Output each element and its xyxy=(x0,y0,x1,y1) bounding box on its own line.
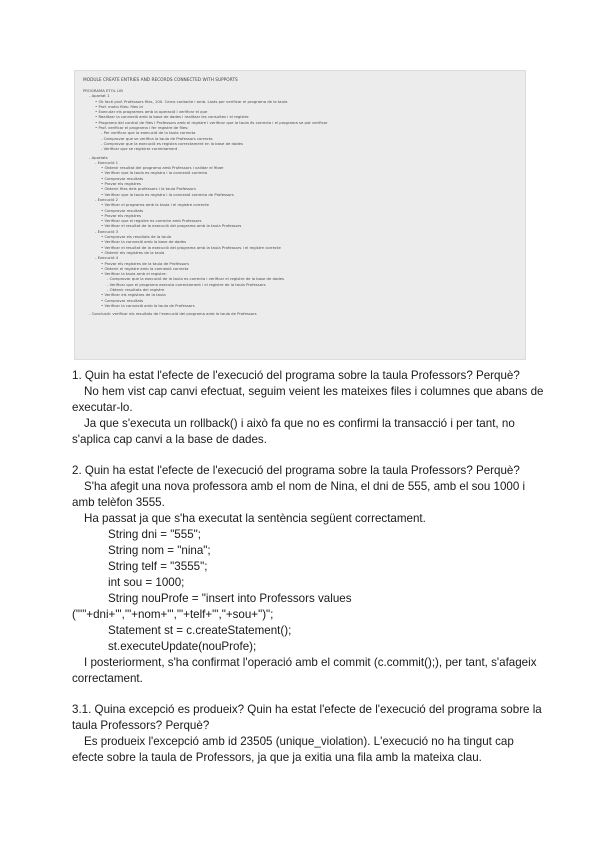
screenshot-line: • Verificar que la taula es registra i la connexió correcta xyxy=(101,170,208,176)
answer-2-line-4: I posteriorment, s'ha confirmat l'operació amb el commit (c.commit();), per tant, s'afageix xyxy=(84,656,537,669)
screenshot-line: • Obtenir el registre amb la connexió correcta xyxy=(101,265,189,271)
screenshot-line: • Programa del control de files i Professors amb el registre i verificar que la taula és correcta i el programa se pot verificar xyxy=(95,119,328,125)
screenshot-line: • Prof. motiu files: files id xyxy=(95,103,143,109)
code-line-continued: ("'"+dni+"','"+nom+"','"+telf+"',"+sou+")"; xyxy=(72,608,274,621)
question-3-1-line-2: taula Professors? Perquè? xyxy=(72,719,210,732)
screenshot-line: - Verificar que el programa executa correctament i el registre de la taula Professors xyxy=(107,281,266,287)
code-line: String telf = "3555"; xyxy=(108,560,208,573)
screenshot-line: - Execució 1 xyxy=(95,159,119,165)
screenshot-line: • Verificar el programa amb la taula i el registre correcte xyxy=(101,202,209,208)
screenshot-line: • Verificar la taula amb el registre: xyxy=(101,271,167,277)
answer-1-line-2: executar-lo. xyxy=(72,401,133,414)
code-line: String nouProfe = "insert into Professors values xyxy=(108,592,352,605)
answer-2-line-5: correctament. xyxy=(72,672,143,685)
screenshot-line: • Comprovar resultats xyxy=(101,175,144,181)
screenshot-line: • Verificar la connexió amb la taula de Professors xyxy=(101,302,195,308)
answer-2-line-3: Ha passat ja que s'ha executat la sentència següent correctament. xyxy=(84,512,426,525)
screenshot-line: PROGRAMA ETOL LIB xyxy=(83,88,123,93)
screenshot-line: • Verificar el resultat de la execució del programa amb la taula Professors i el registre correcte xyxy=(101,244,281,250)
screenshot-line: • Prof. verificar el programa i fer registre de files: xyxy=(95,125,189,131)
code-line: int sou = 1000; xyxy=(108,576,185,589)
screenshot-line: • Provar els registres xyxy=(101,212,141,218)
screenshot-line: - Apartat 1 xyxy=(89,93,110,99)
answer-1-line-4: s'aplica cap canvi a la base de dades. xyxy=(72,433,267,446)
screenshot-line: • Verificar que el registre es correcte amb Professors xyxy=(101,218,202,224)
code-line: String dni = "555"; xyxy=(108,528,201,541)
answer-1-line-1: No hem vist cap canvi efectuat, seguim veient les mateixes files i columnes que abans de xyxy=(84,385,544,398)
screenshot-line: - Per verificar que la execució de la taula correcta xyxy=(101,130,196,136)
screenshot-line: • Verificar que la taula es registra i la connexió correcta de Professors xyxy=(101,191,234,197)
answer-2-line-1: S'ha afegit una nova professora amb el nom de Nina, el dni de 555, amb el sou 1000 i xyxy=(84,480,526,493)
answer-3-1-line-2: efecte sobre la taula de Professors, ja que ja exitia una fila amb la mateixa clau. xyxy=(72,751,482,764)
code-line: String nom = "nina"; xyxy=(108,544,211,557)
screenshot-line: • Verificar el resultat de la execució del programa amb la taula Professors xyxy=(101,223,242,229)
screenshot-line: - Apartats xyxy=(89,154,108,160)
screenshot-line: - Conclusió: verificar els resultats de l'execució del programa amb la taula de Professors xyxy=(89,311,257,317)
screenshot-line: • Comprovar els resultats de la taula xyxy=(101,234,172,240)
question-2: 2. Quin ha estat l'efecte de l'execució del programa sobre la taula Professors? Perquè? xyxy=(72,464,520,477)
screenshot-title: MODULE CREATE ENTRIES AND RECORDS CONNECTED WITH SUPPORTS xyxy=(83,78,238,83)
screenshot-line: • Obtenir resultat del programa amb Professors i validar el fitxer xyxy=(101,165,224,171)
screenshot-line: • Obtenir files dels professors i la taula Professors xyxy=(101,186,196,192)
screenshot-line: • Verificar la connexió amb la base de dades xyxy=(101,239,187,245)
screenshot-line: - Verificar que se registrar correctament xyxy=(101,146,178,152)
code-line: st.executeUpdate(nouProfe); xyxy=(108,640,257,653)
screenshot-line: • Provar els registres de la taula de Professors xyxy=(101,260,189,266)
question-3-1-line-1: 3.1. Quina excepció es produeix? Quin ha estat l'efecte de l'execució del programa sobre la xyxy=(72,703,542,716)
screenshot-line: - Execució 4 xyxy=(95,255,119,261)
question-1: 1. Quin ha estat l'efecte de l'execució del programa sobre la taula Professors? Perquè? xyxy=(72,369,520,382)
screenshot-line: • Comprovar resultats xyxy=(101,297,144,303)
screenshot-content xyxy=(83,88,517,316)
screenshot-line: • Executar els programes amb la operació i verificar el que xyxy=(95,109,208,115)
answer-3-1-line-1: Es produeix l'excepció amb id 23505 (unique_violation). L'execució no ha tingut cap xyxy=(84,735,514,748)
screenshot-line: • Verificar els registres de la taula xyxy=(101,292,166,298)
screenshot-line: • Realitzar la connexió amb la base de dades i realitzar les consultes i el registre xyxy=(95,114,249,120)
screenshot-line: - Execució 3 xyxy=(95,228,119,234)
screenshot-line: • Comprovar resultats xyxy=(101,207,144,213)
answer-1-line-3: Ja que s'executa un rollback() i això fa que no es confirmi la transacció i per tant, no xyxy=(84,417,515,430)
screenshot-line: - Obtenir resultats del registre xyxy=(107,286,165,292)
screenshot-line: - Comprovar que la execució es registra correctament en la base de dades xyxy=(101,140,243,146)
screenshot-line: • Provar els registres xyxy=(101,181,141,187)
embedded-screenshot xyxy=(74,70,526,360)
code-line: Statement st = c.createStatement(); xyxy=(108,624,292,637)
answer-2-line-2: amb telèfon 3555. xyxy=(72,496,165,509)
screenshot-line: • Ok facti prof. Professors files, 100. Cerca contacte i amb. Lasts per verificar el programa de la taula xyxy=(95,98,288,104)
screenshot-line: - Execució 2 xyxy=(95,196,119,202)
screenshot-line: - Comprovar que la execució de la taula es correcta i verificar el registre de la base de dades xyxy=(107,276,284,282)
screenshot-line: • Obtenir els registres de la taula xyxy=(101,249,165,255)
screenshot-line: - Comprovar que se verifica la taula de Professors correcta xyxy=(101,135,213,141)
